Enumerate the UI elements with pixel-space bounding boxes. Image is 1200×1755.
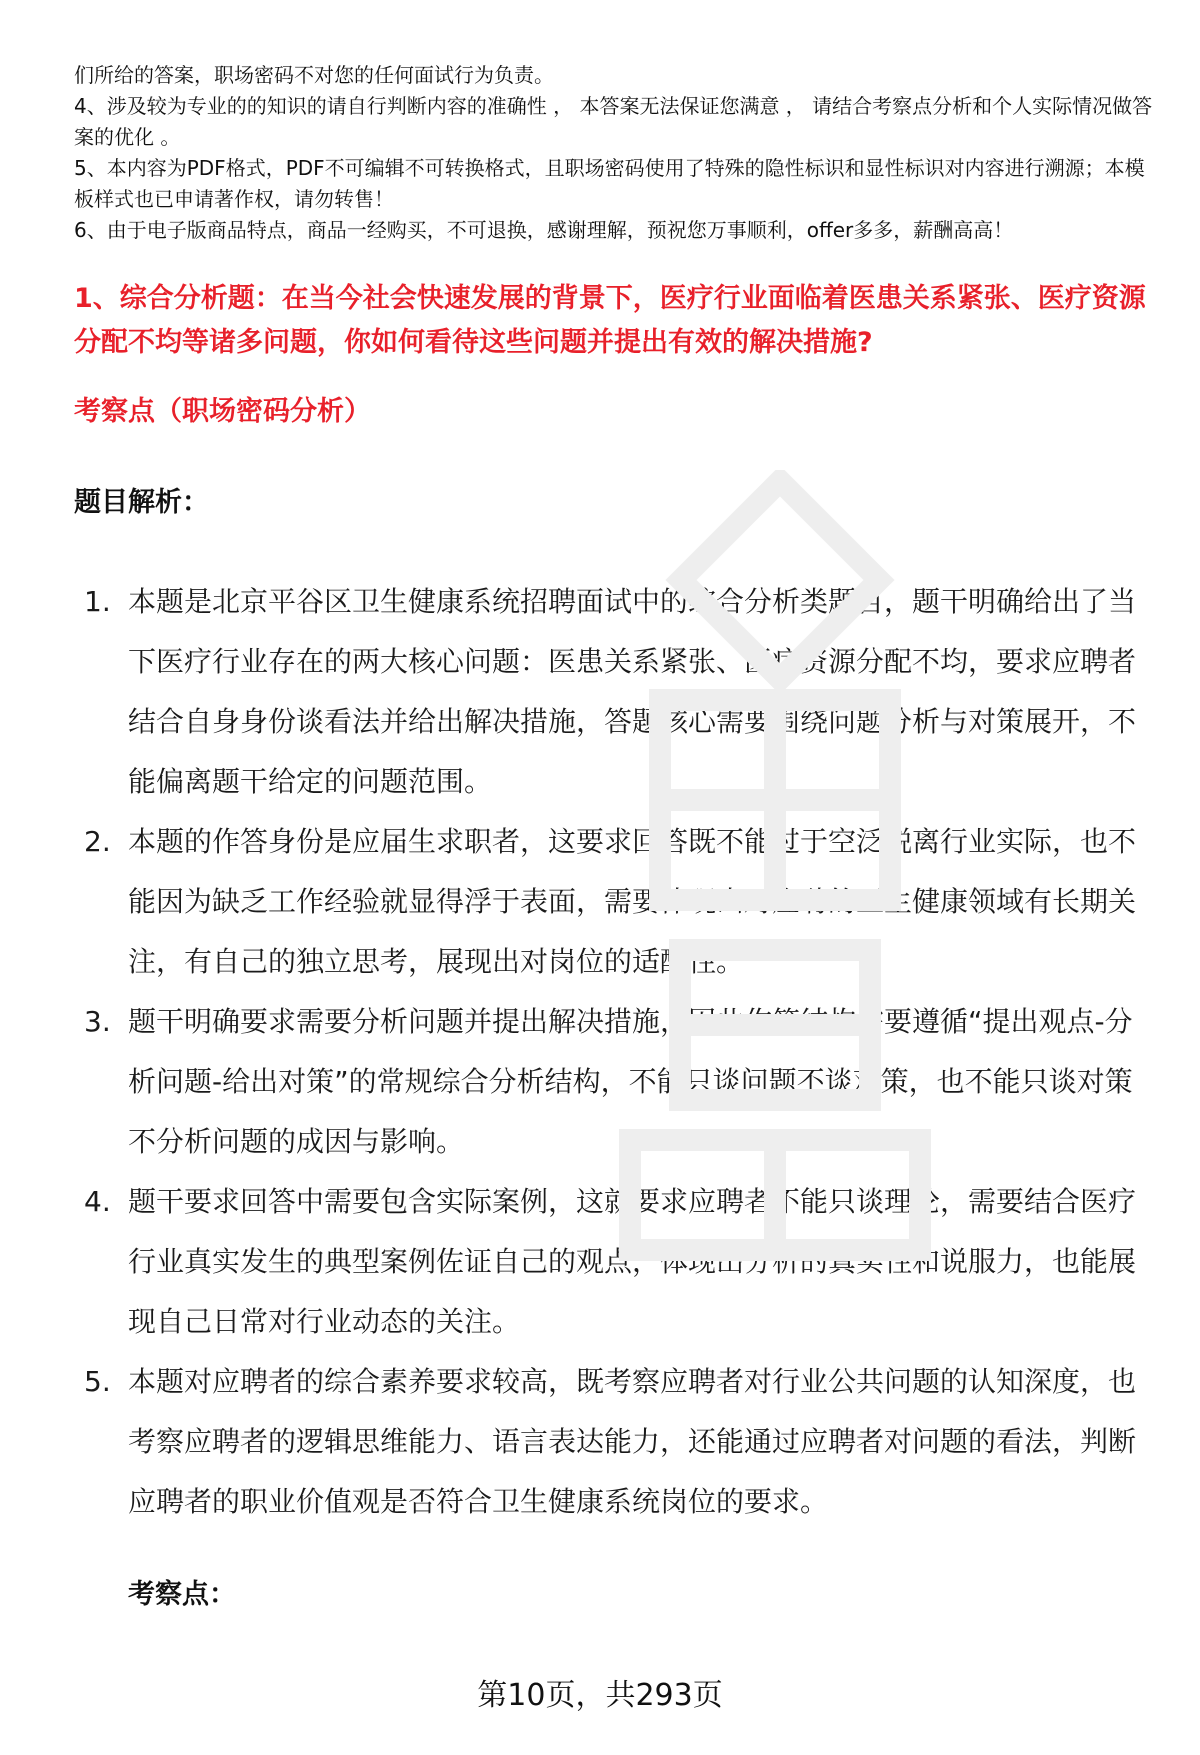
- list-text: 本题是北京平谷区卫生健康系统招聘面试中的综合分析类题目，题干明确给出了当下医疗行业存在的两大核心问题：医患关系紧张、医疗资源分配不均，要求应聘者结合自身身份谈看法并给出解决措施，答题核心需要围绕问题分析与对策展开，不能偏离题干给定的问题范围。: [128, 585, 1137, 798]
- list-text: 本题对应聘者的综合素养要求较高，既考察应聘者对行业公共问题的认知深度，也考察应聘者的逻辑思维能力、语言表达能力，还能通过应聘者对问题的看法，判断应聘者的职业价值观是否符合卫生健康系统岗位的要求。: [128, 1365, 1137, 1518]
- question-heading: 1、综合分析题：在当今社会快速发展的背景下，医疗行业面临着医患关系紧张、医疗资源分配不均等诸多问题，你如何看待这些问题并提出有效的解决措施?: [74, 283, 1146, 358]
- list-text: 本题的作答身份是应届生求职者，这要求回答既不能过于空泛脱离行业实际，也不能因为缺乏工作经验就显得浮于表面，需要体现出对应聘的卫生健康领域有长期关注，有自己的独立思考，展现出对岗位的适配性。: [128, 825, 1137, 978]
- list-text: 题干要求回答中需要包含实际案例，这就要求应聘者不能只谈理论，需要结合医疗行业真实发生的典型案例佐证自己的观点，体现出分析的真实性和说服力，也能展现自己日常对行业动态的关注。: [128, 1185, 1137, 1338]
- list-number: 2.: [84, 825, 111, 858]
- exam-point-title: 考察点（职场密码分析）: [74, 396, 371, 427]
- analysis-list: [84, 572, 1144, 1532]
- page-footer: 第10页，共293页: [477, 1678, 723, 1713]
- note-line: 们所给的答案，职场密码不对您的任何面试行为负责。: [74, 63, 554, 87]
- note-line: 4、涉及较为专业的的知识的请自行判断内容的准确性 ， 本答案无法保证您满意 ， 请结合考察点分析和个人实际情况做答案的优化 。: [74, 94, 1153, 149]
- analysis-title: 题目解析：: [74, 487, 209, 518]
- list-item: [84, 812, 1144, 992]
- note-line: 5、本内容为PDF格式，PDF不可编辑不可转换格式，且职场密码使用了特殊的隐性标识和显性标识对内容进行溯源；本模板样式也已申请著作权，请勿转售！: [74, 156, 1145, 211]
- list-number: 5.: [84, 1365, 111, 1398]
- list-item: [84, 992, 1144, 1172]
- list-item: [84, 1352, 1144, 1532]
- list-text: 题干明确要求需要分析问题并提出解决措施，因此作答结构需要遵循“提出观点-分析问题-给出对策”的常规综合分析结构，不能只谈问题不谈对策，也不能只谈对策不分析问题的成因与影响。: [128, 1005, 1133, 1158]
- note-line: 6、由于电子版商品特点，商品一经购买，不可退换，感谢理解，预祝您万事顺利，offer多多，薪酬高高！: [74, 218, 1014, 242]
- list-item: [84, 1172, 1144, 1352]
- disclaimer-notes: [74, 60, 1164, 246]
- list-number: 4.: [84, 1185, 111, 1218]
- list-item: [84, 572, 1144, 812]
- list-number: 3.: [84, 1005, 111, 1038]
- sub-title: 考察点：: [128, 1579, 236, 1610]
- list-number: 1.: [84, 585, 111, 618]
